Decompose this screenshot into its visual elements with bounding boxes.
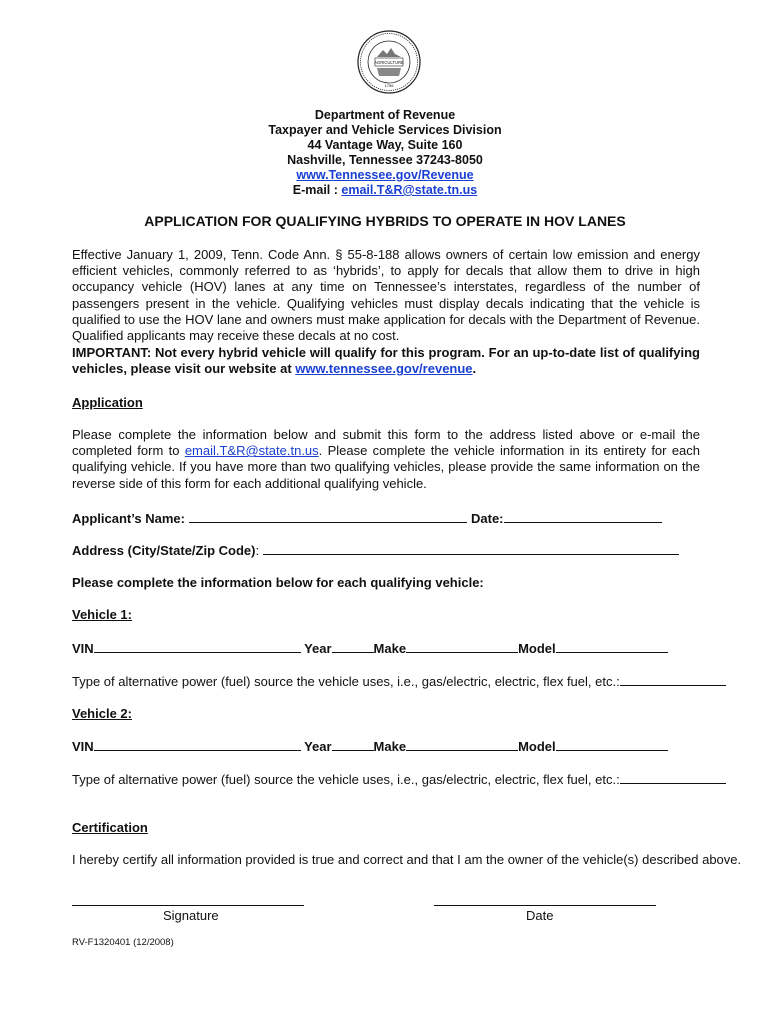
street-address: 44 Vantage Way, Suite 160 [307, 138, 463, 152]
application-paragraph [72, 427, 700, 492]
applicant-name-label: Applicant’s Name: [72, 511, 185, 526]
vehicle-1-year-field[interactable] [332, 640, 374, 653]
vehicle-2-model-field[interactable] [556, 738, 668, 751]
application-text-before: Please complete the information below and submit this form to the address listed above or e-mail the completed form to [72, 427, 700, 459]
certification-date-label: Date [526, 908, 554, 923]
vehicle-2-make-field[interactable] [406, 738, 518, 751]
date-row [471, 510, 662, 526]
revenue-website-link[interactable]: www.tennessee.gov/revenue [295, 361, 473, 377]
year-label: Year [304, 641, 332, 656]
address-row [72, 542, 679, 558]
svg-text:AGRICULTURE: AGRICULTURE [374, 60, 404, 65]
vin-label: VIN [72, 739, 94, 754]
model-label: Model [518, 641, 556, 656]
applicant-name-field[interactable] [189, 510, 467, 523]
vehicle-1-vin-field[interactable] [94, 640, 301, 653]
date-field[interactable] [504, 510, 662, 523]
power-source-label: Type of alternative power (fuel) source the vehicle uses, i.e., gas/electric, electric, flex fuel, etc.: [72, 674, 620, 689]
application-heading: Application [72, 395, 143, 410]
address-field[interactable] [263, 542, 679, 555]
vehicle-2-power-field[interactable] [620, 771, 726, 784]
vehicle-2-year-field[interactable] [332, 738, 374, 751]
signature-line[interactable] [72, 905, 304, 906]
header-email-link[interactable]: email.T&R@state.tn.us [341, 183, 478, 197]
application-text-after: . Please complete the vehicle information in its entirety for each qualifying vehicle. If you have more than two qualifying vehicles, please provide the same information on the reverse side of this form for each additional qualifying vehicle. [72, 443, 701, 491]
date-label: Date: [471, 511, 504, 526]
power-source-label: Type of alternative power (fuel) source the vehicle uses, i.e., gas/electric, electric, flex fuel, etc.: [72, 772, 620, 787]
certification-date-line[interactable] [434, 905, 656, 906]
division-name: Taxpayer and Vehicle Services Division [268, 123, 502, 137]
address-label: Address (City/State/Zip Code) [72, 543, 256, 558]
department-name: Department of Revenue [314, 108, 456, 122]
agency-header [0, 108, 770, 198]
make-label: Make [373, 641, 407, 656]
vehicle-1-make-field[interactable] [406, 640, 518, 653]
city-state-zip: Nashville, Tennessee 37243-8050 [287, 153, 483, 167]
application-email-link[interactable]: email.T&R@state.tn.us [184, 443, 319, 459]
vehicle-1-power-row [72, 673, 726, 689]
vehicle-1-heading: Vehicle 1: [72, 607, 132, 622]
website-link[interactable]: www.Tennessee.gov/Revenue [296, 168, 474, 182]
intro-paragraph [72, 247, 700, 344]
make-label: Make [373, 739, 407, 754]
vin-label: VIN [72, 641, 94, 656]
svg-text:1796: 1796 [384, 83, 394, 88]
vehicle-instruction: Please complete the information below for each qualifying vehicle: [72, 575, 484, 590]
email-label: E-mail : [292, 183, 342, 197]
applicant-name-row [72, 510, 467, 526]
vehicle-1-details-row [72, 640, 668, 656]
state-seal-logo [357, 30, 421, 94]
important-text: IMPORTANT: Not every hybrid vehicle will qualify for this program. For an up-to-date list of qualifying vehicles, please visit our website at [72, 345, 700, 377]
form-title: APPLICATION FOR QUALIFYING HYBRIDS TO OPERATE IN HOV LANES [144, 213, 626, 229]
year-label: Year [304, 739, 332, 754]
certification-text: I hereby certify all information provided is true and correct and that I am the owner of the vehicle(s) described above. [72, 852, 742, 867]
certification-heading: Certification [72, 820, 148, 835]
signature-label: Signature [163, 908, 219, 923]
address-colon: : [255, 543, 260, 558]
vehicle-2-details-row [72, 738, 668, 754]
intro-text: Effective January 1, 2009, Tenn. Code Ann. § 55-8-188 allows owners of certain low emission and energy efficient vehicles, commonly referred to as ‘hybrids’, to apply for decals that allow them to drive in high occupancy vehicle (HOV) lanes at any time on Tennessee’s interstates, regardless of the number of passengers present in the vehicle. Qualifying vehicles must display decals indicating that the vehicle is qualified to use the HOV lane and owners must make application for decals with the Department of Revenue. Qualified applicants may receive these decals at no cost. [72, 247, 700, 344]
important-end: . [472, 361, 477, 377]
vehicle-1-power-field[interactable] [620, 673, 726, 686]
vehicle-1-model-field[interactable] [556, 640, 668, 653]
vehicle-2-heading: Vehicle 2: [72, 706, 132, 721]
form-number: RV-F1320401 (12/2008) [72, 937, 174, 948]
vehicle-2-power-row [72, 771, 726, 787]
model-label: Model [518, 739, 556, 754]
important-notice [72, 345, 700, 377]
vehicle-2-vin-field[interactable] [94, 738, 301, 751]
